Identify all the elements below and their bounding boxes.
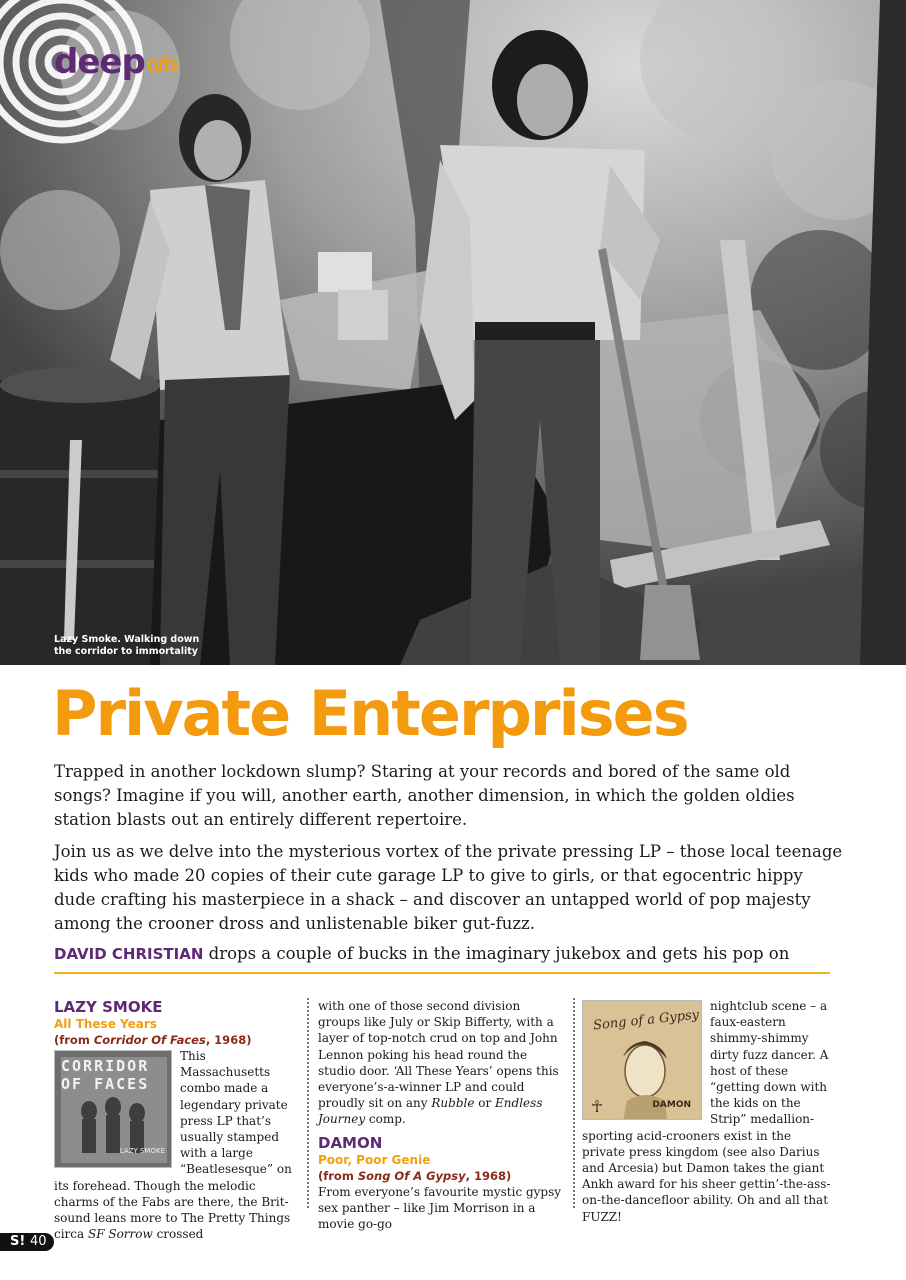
logo-cuts: cuts [146,52,177,77]
ankh-icon: ☥ [591,1096,603,1116]
album-prefix: (from [318,1168,358,1183]
album-prefix: (from [54,1033,94,1047]
byline-author: DAVID CHRISTIAN [54,945,204,963]
entry-body-end: crossed [152,1227,204,1242]
logo-deep: deep [54,42,145,82]
byline [54,942,844,966]
cover-band-text: DAMON [652,1099,691,1110]
column-2 [318,998,566,1232]
entry-album-line [318,1168,566,1184]
continued-italic-2: Endless Journey [318,1096,543,1127]
photo-caption: Lazy Smoke. Walking down the corridor to immortality [54,634,200,657]
entry-band-name: LAZY SMOKE [54,998,163,1016]
entry-body-italic: SF Sorrow [87,1227,153,1242]
cover-band-text: LAZY SMOKE [119,1146,165,1155]
continued-end: comp. [365,1112,406,1127]
entry-album-line [54,1032,298,1048]
column-3 [582,998,832,1225]
deep-cuts-logo [0,0,177,160]
album-title: Song Of A Gypsy [357,1168,466,1183]
page-number: 40 [30,1234,47,1249]
continued-italic-1: Rubble [431,1096,475,1111]
article-headline: Private Enterprises [52,677,688,750]
album-suffix: , 1968) [205,1033,252,1047]
album-cover-song-of-a-gypsy [582,1000,702,1120]
entry-song-title: Poor, Poor Genie [318,1152,431,1167]
continued-text: with one of those second division groups like July or Skip Bifferty, with a layer of top-notch crud on top and John Lennon poking his head round the studio door. ‘All These Years’ opens this everyone’s-a-winner LP and could proudly sit on any [318,999,559,1111]
column-separator [573,998,575,1208]
intro-paragraph-1: Trapped in another lockdown slump? Staring at your records and bored of the same old songs? Imagine if you will, another earth, another dimension, in which the golden oldies station blasts out an entirely different repertoire. [54,762,795,829]
entry-body-continued: nightclub scene – a faux-eastern shimmy-shimmy dirty fuzz dancer. A host of these “getting down with the kids on the Strip” medallion-sporting acid-crooners exist in the private press kingdom (see also Darius and Arcesia) but Damon takes the giant Ankh award for his sheer gettin’-the-ass-on-the-dancefloor ability. Oh and all that FUZZ! [582,999,831,1224]
intro-text [54,760,844,944]
page-folio [0,1233,54,1251]
entry-song-title: All These Years [54,1017,157,1031]
column-separator [307,998,309,1208]
entry-lazy-smoke [54,998,298,1242]
entry-body: From everyone’s favourite mystic gypsy sex panther – like Jim Morrison in a movie go-go [318,1184,562,1232]
continued-mid: or [474,1096,496,1111]
magazine-mark: S! [10,1234,26,1249]
entry-band-name: DAMON [318,1133,383,1152]
album-suffix: , 1968) [465,1168,512,1183]
intro-paragraph-2: Join us as we delve into the mysterious vortex of the private pressing LP – those local teenage kids who made 20 copies of their cute garage LP to give to girls, or that egocentric hippy dude crafting his masterpiece in a shack – and discover an untapped world of pop majesty among the crooner dross and unlistenable biker gut-fuzz. [54,842,843,933]
entry-body-text: This Massachusetts combo made a legendary private press LP that’s usually stamped with a large “Beatlesesque” on its forehead. Though the melodic charms of the Fabs are there, the Brit-sound leans more to The Pretty Things circa [54,1049,292,1242]
byline-text: drops a couple of bucks in the imaginary jukebox and gets his pop on [203,944,790,963]
section-rule [54,972,830,974]
album-title: Corridor Of Faces [93,1033,206,1047]
entry-body-continued [318,998,566,1128]
cover-title-text: CORRIDOR OF FACES [61,1057,150,1093]
album-cover-corridor-of-faces [54,1050,172,1168]
cover-title-text: Song of a Gypsy [592,1007,700,1034]
